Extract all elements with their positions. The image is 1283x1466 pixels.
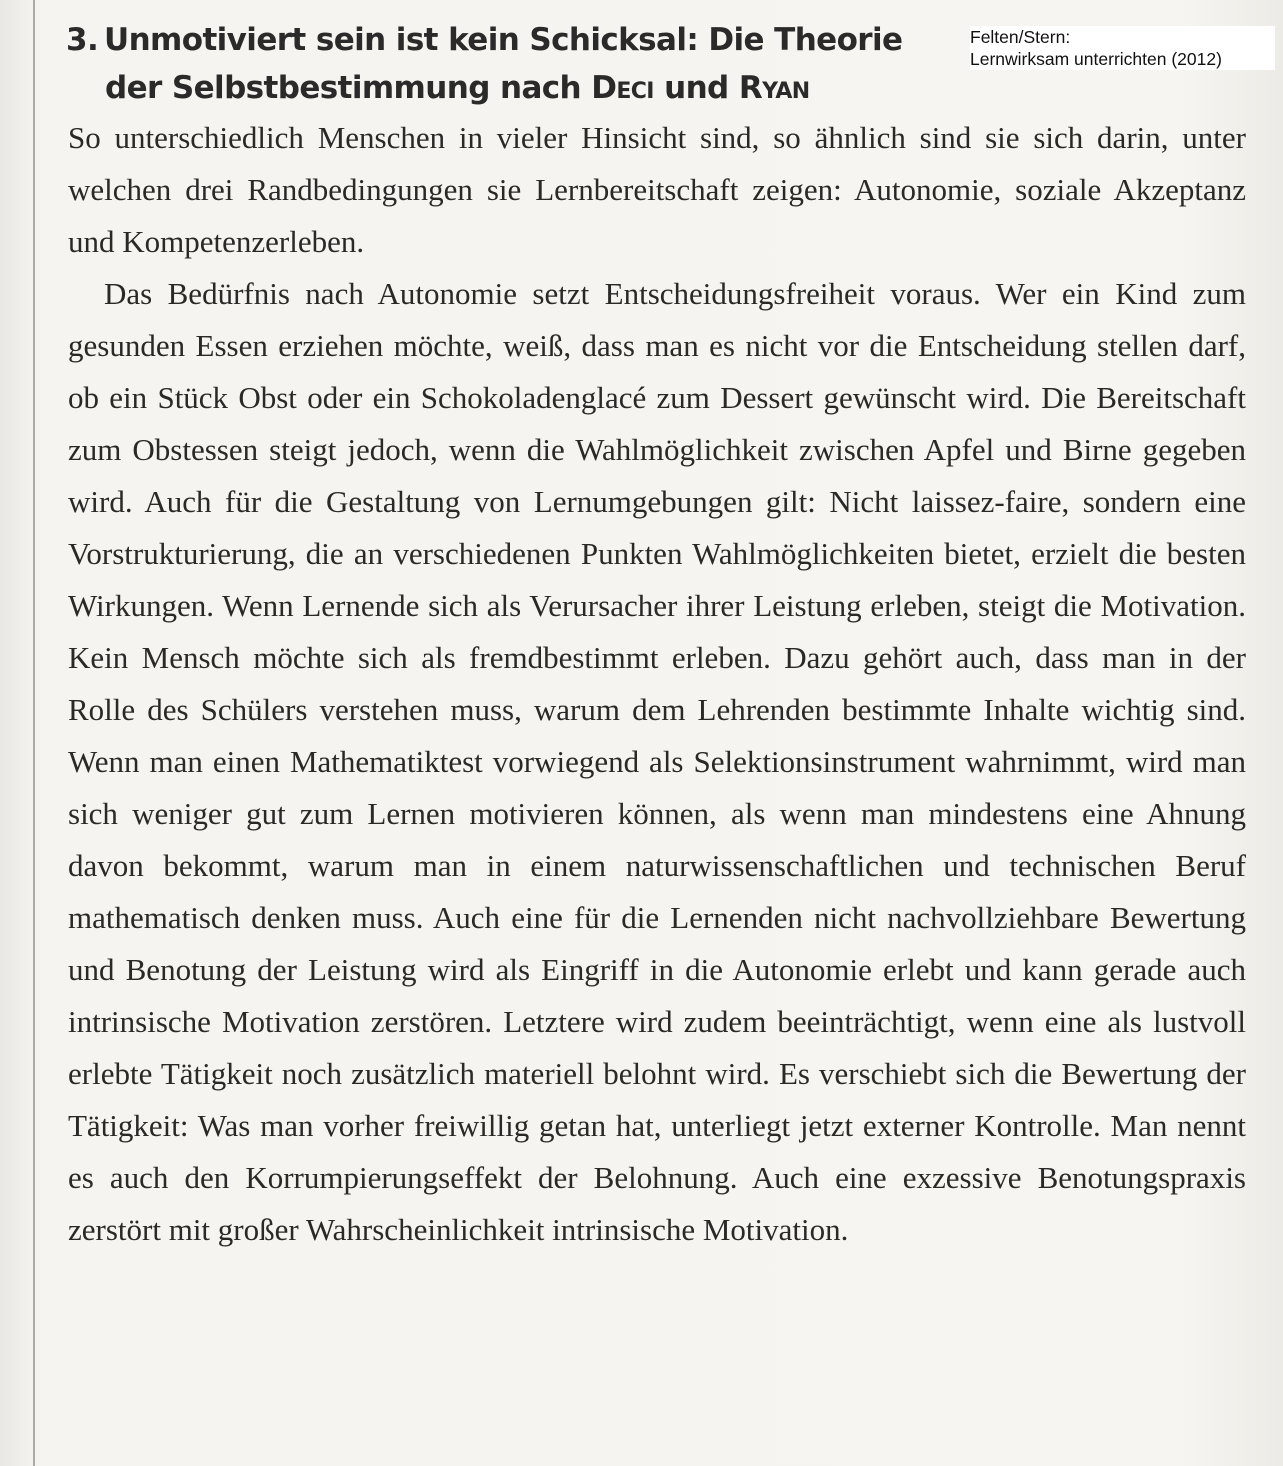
heading-line-2: [66, 64, 946, 112]
section-number: 3.: [66, 22, 99, 58]
heading-line-1: Unmotiviert sein ist kein Schicksal: Die Theorie: [104, 22, 903, 58]
heading-line-2-prefix: der Selbstbestimmung nach: [105, 70, 592, 106]
page-gutter-line: [33, 0, 35, 1466]
section-heading: [66, 16, 946, 112]
citation-note: [970, 26, 1275, 70]
author-name-deci: Deci: [591, 70, 654, 106]
paragraph-autonomy: Das Bedürfnis nach Autonomie setzt Entscheidungsfreiheit voraus. Wer ein Kind zum gesunden Essen erziehen möchte, weiß, dass man es nicht vor die Entscheidung stellen darf, ob ein Stück Obst oder ein Schokoladenglacé zum Dessert gewünscht wird. Die Bereitschaft zum Obstessen steigt jedoch, wenn die Wahlmöglichkeit zwischen Apfel und Birne gegeben wird. Auch für die Gestaltung von Lernumgebungen gilt: Nicht laissez-faire, sondern eine Vorstrukturierung, die an verschiedenen Punkten Wahlmöglichkeiten bietet, erzielt die besten Wirkungen. Wenn Lernende sich als Verursacher ihrer Leistung erleben, steigt die Motivation. Kein Mensch möchte sich als fremdbestimmt erleben. Dazu gehört auch, dass man in der Rolle des Schülers verstehen muss, warum dem Lehrenden bestimmte Inhalte wichtig sind. Wenn man einen Mathematiktest vorwiegend als Selektionsinstrument wahrnimmt, wird man sich weniger gut zum Lernen motivieren können, als wenn man mindestens eine Ahnung davon bekommt, warum man in einem naturwissenschaftlichen und technischen Beruf mathematisch denken muss. Auch eine für die Lernenden nicht nachvollziehbare Bewertung und Benotung der Leistung wird als Eingriff in die Autonomie erlebt und kann gerade auch intrinsische Motivation zerstören. Letztere wird zudem beeinträchtigt, wenn eine als lustvoll erlebte Tätigkeit noch zusätzlich materiell belohnt wird. Es verschiebt sich die Bewertung der Tätigkeit: Was man vorher freiwillig getan hat, unterliegt jetzt externer Kontrolle. Man nennt es auch den Korrumpierungseffekt der Belohnung. Auch eine exzessive Benotungspraxis zerstört mit großer Wahrscheinlichkeit intrinsische Motivation.: [68, 276, 1246, 1247]
citation-title: Lernwirksam unterrichten (2012): [970, 49, 1222, 69]
body-text: [68, 112, 1246, 1256]
paragraph-intro: So unterschiedlich Menschen in vieler Hinsicht sind, so ähnlich sind sie sich darin, unter welchen drei Randbedingungen sie Lernbereitschaft zeigen: Autonomie, soziale Akzeptanz und Kompetenzerleben.: [68, 120, 1246, 259]
heading-line-2-mid: und: [653, 70, 739, 106]
author-name-ryan: Ryan: [738, 70, 810, 106]
citation-authors: Felten/Stern:: [970, 27, 1071, 47]
